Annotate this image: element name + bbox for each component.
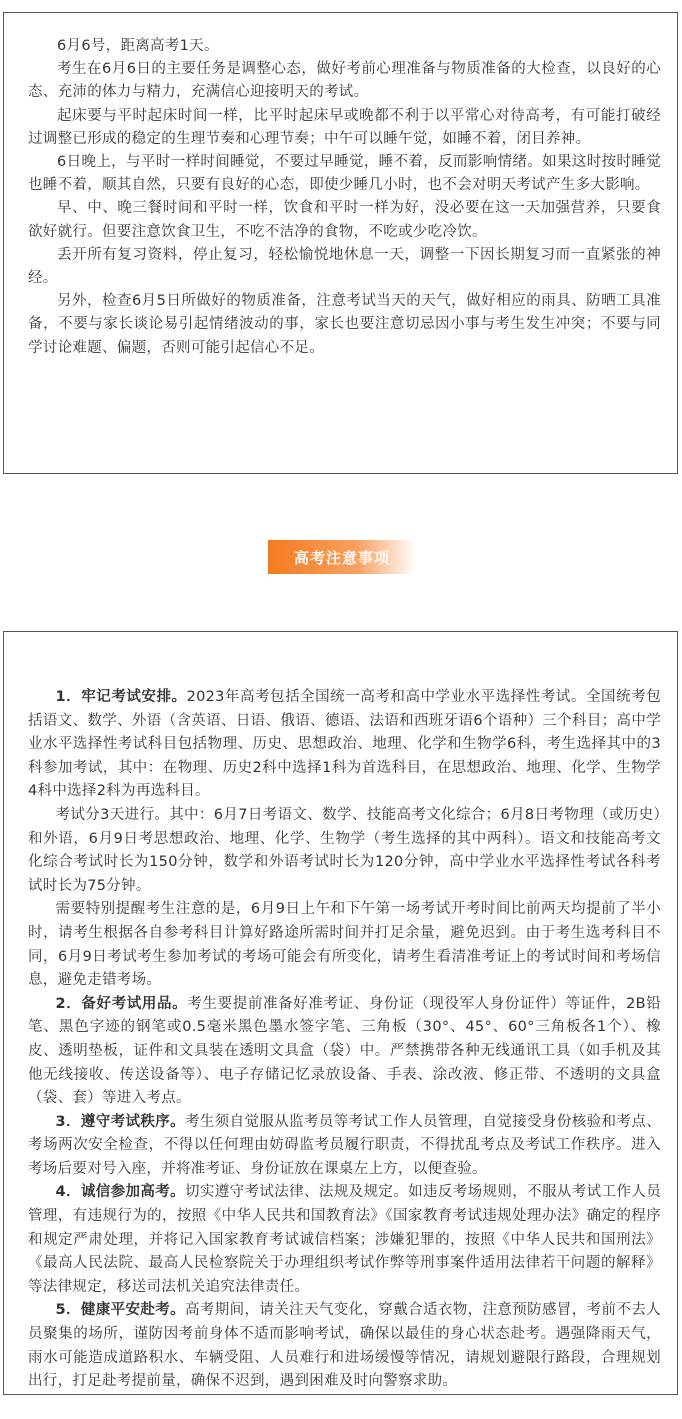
- paragraph: 考生在6月6日的主要任务是调整心态，做好考前心理准备与物质准备的大检查，以良好的心态、充沛的体力与精力，充满信心迎接明天的考试。: [28, 61, 661, 101]
- paragraph: [28, 993, 661, 1111]
- paragraph: 丢开所有复习资料，停止复习，轻松愉悦地休息一天，调整一下因长期复习而一直紧张的神经。: [28, 246, 661, 287]
- section-title-banner: [268, 540, 416, 574]
- item-text: 2023年高考包括全国统一高考和高中学业水平选择性考试。全国统考包括语文、数学、外语（含英语、日语、俄语、德语、法语和西班牙语6个语种）三个科目；高中学业水平选择性考试科目包括物理、历史、思想政治、地理、化学和生物学6科，考生选择其中的3科参加考试，其中：在物理、历史2科中选择1科为首选科目，在思想政治、地理、化学、生物学4科中选择2科为再选科目。: [28, 689, 661, 800]
- item-heading: 2．备好考试用品。: [55, 995, 188, 1012]
- paragraph: 6月6号，距离高考1天。: [57, 38, 219, 54]
- item-text: 考生要提前准备好准考证、身份证（现役军人身份证件）等证件，2B铅笔、黑色字迹的钢笔或0.5毫米黑色墨水签字笔、三角板（30°、45°、60°三角板各1个）、橡皮、透明垫板，证件和文具装在透明文具盒（袋）中。严禁携带各种无线通讯工具（如手机及其他无线接收、传送设备等）、电子存储记忆录放设备、手表、涂改液、修正带、不透明的文具盒（袋、套）等进入考点。: [28, 995, 661, 1107]
- paragraph: 另外，检查6月5日所做好的物质准备，注意考试当天的天气，做好相应的雨具、防晒工具准备，不要与家长谈论易引起情绪波动的事，家长也要注意切忌因小事与考生发生冲突；不要与同学讨论难题、偏题，否则可能引起信心不足。: [28, 293, 661, 356]
- item-text: 考生须自觉服从监考员等考试工作人员管理，自觉接受身份核验和考点、考场两次安全检查，不得以任何理由妨碍监考员履行职责，不得扰乱考点及考试工作秩序。进入考场后要对号入座，并将准考证、身份证放在课桌左上方，以便查验。: [28, 1113, 661, 1177]
- item-text: 高考期间，请关注天气变化，穿戴合适衣物，注意预防感冒，考前不去人员聚集的场所，谨防因考前身体不适而影响考试，确保以最佳的身心状态赴考。遇强降雨天气，雨水可能造成道路积水、车辆受阻、人员难行和进场缓慢等情况，请规划避限行路段，合理规划出行，打足赴考提前量，确保不迟到，遇到困难及时向警察求助。: [28, 1302, 661, 1390]
- paragraph: [28, 1181, 661, 1299]
- section-title: 高考注意事项: [293, 548, 390, 567]
- paragraph: 考试分3天进行。其中：6月7日考语文、数学、技能高考文化综合；6月8日考物理（或历史）和外语，6月9日考思想政治、地理、化学、生物学（考生选择的其中两科）。语文和技能高考文化综合考试时长为150分钟，数学和外语考试时长为120分钟，高中学业水平选择性考试各科考试时长为75分钟。: [28, 806, 661, 894]
- paragraph: 起床要与平时起床时间一样，比平时起床早或晚都不利于以平常心对待高考，有可能打破经过调整已形成的稳定的生理节奏和心理节奏；中午可以睡午觉，如睡不着，闭目养神。: [28, 107, 661, 147]
- item-heading: 3．遵守考试秩序。: [55, 1113, 186, 1130]
- paragraph: 需要特别提醒考生注意的是，6月9日上午和下午第一场考试开考时间比前两天均提前了半小时，请考生根据各自参考科目计算好路途所需时间并打足余量，避免迟到。由于考生选考科目不同，6月9日考试考生参加考试的考场可能会有所变化，请考生看清准考证上的考试时间和考场信息，避免走错考场。: [28, 901, 661, 989]
- item-heading: 5．健康平安赴考。: [55, 1302, 186, 1319]
- item-heading: 4．诚信参加高考。: [55, 1184, 186, 1201]
- paragraph: [28, 1299, 661, 1393]
- item-text: 切实遵守考试法律、法规及规定。如违反考场规则，不服从考试工作人员管理，有违规行为的，按照《中华人民共和国教育法》《国家教育考试违规处理办法》确定的程序和规定严肃处理，并将记入国家教育考试诚信档案；涉嫌犯罪的，按照《中华人民共和国刑法》《最高人民法院、最高人民检察院关于办理组织考试作弊等刑事案件适用法律若干问题的解释》等法律规定，移送司法机关追究法律责任。: [28, 1184, 661, 1295]
- paragraph: 早、中、晚三餐时间和平时一样，饮食和平时一样为好，没必要在这一天加强营养，只要食欲好就行。但要注意饮食卫生，不吃不洁净的食物，不吃或少吃冷饮。: [28, 200, 661, 240]
- paragraph: 6日晚上，与平时一样时间睡觉，不要过早睡觉，睡不着，反而影响情绪。如果这时按时睡觉也睡不着，顺其自然，只要有良好的心态，即使少睡几小时，也不会对明天考试产生多大影响。: [28, 154, 661, 194]
- day-before-exam-section: [3, 12, 678, 474]
- paragraph: [28, 686, 661, 804]
- item-heading: 1．牢记考试安排。: [55, 689, 187, 705]
- paragraph: [28, 1111, 661, 1182]
- exam-notes-section: [3, 631, 678, 1395]
